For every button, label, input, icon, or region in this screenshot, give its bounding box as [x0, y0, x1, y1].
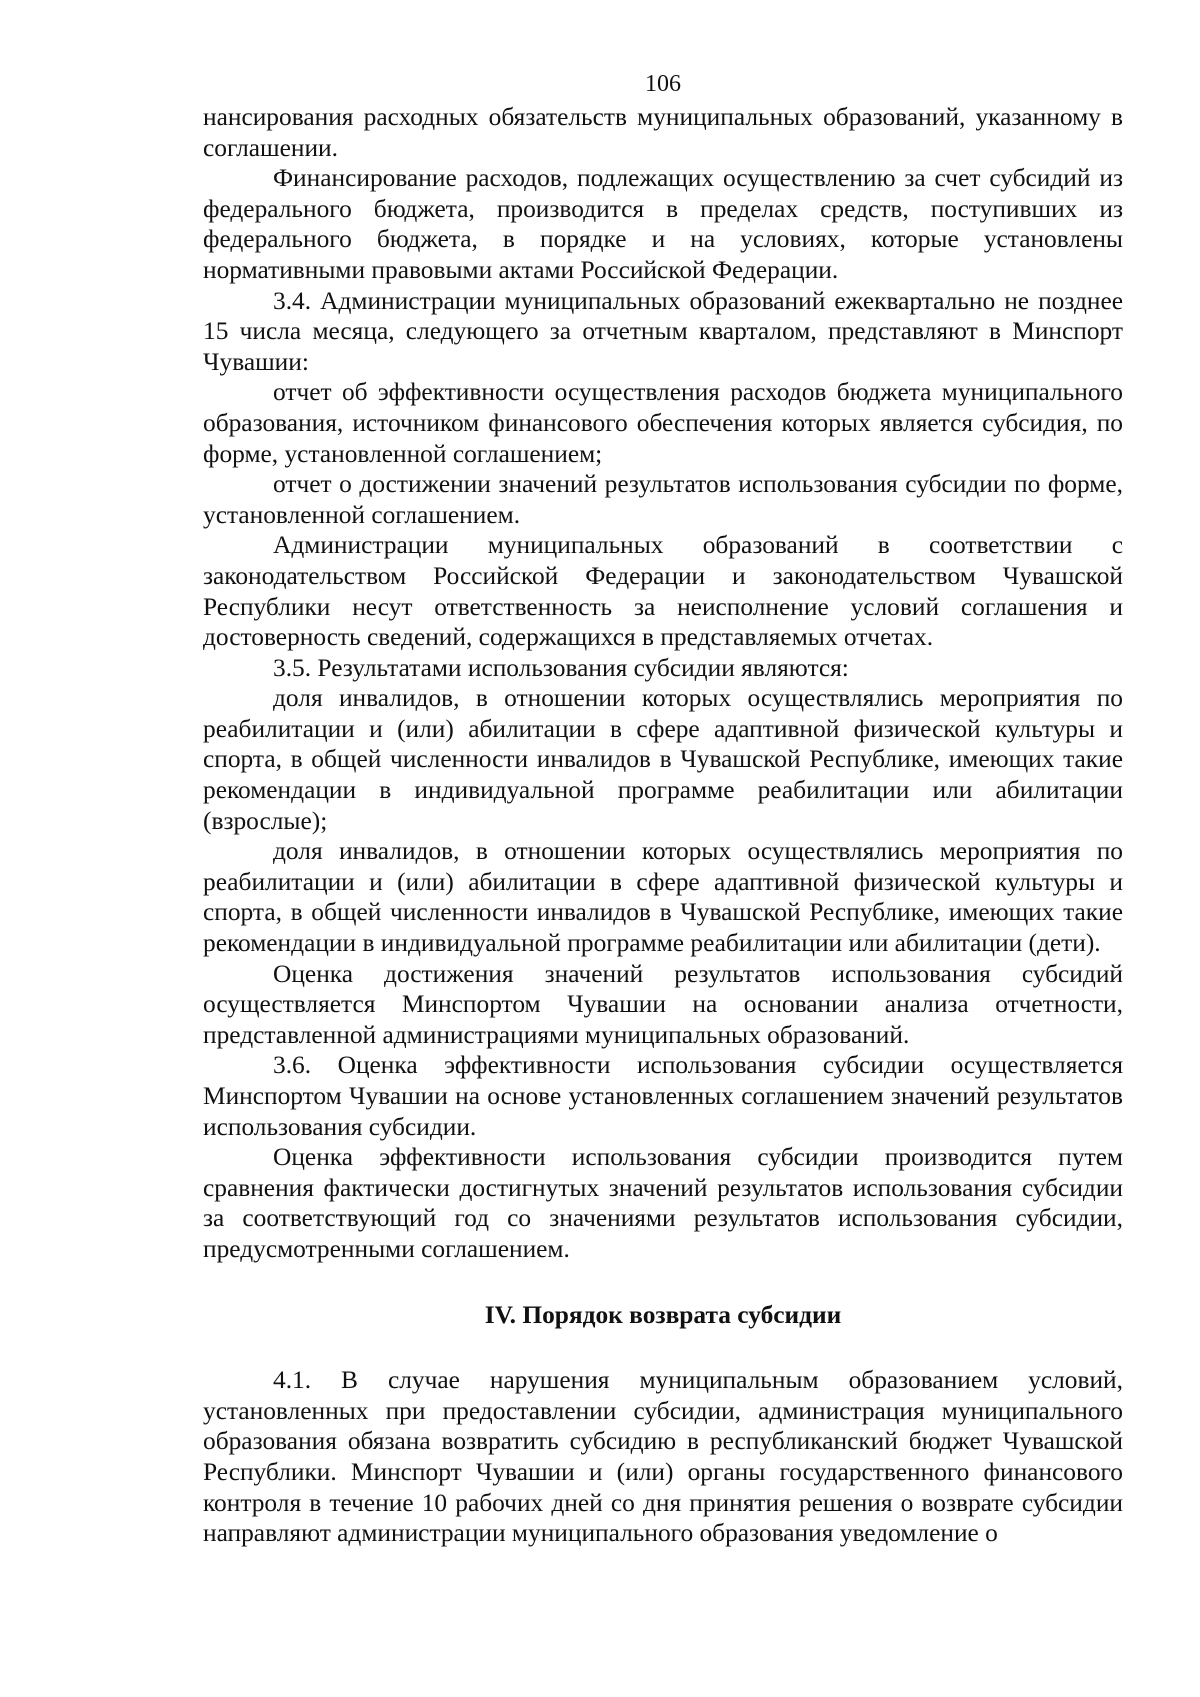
section-after	[203, 1365, 1123, 1549]
paragraph: Оценка эффективности использования субсидии производится путем сравнения фактически достигнутых значений результатов использования субсидии за соответствующий год со значениями результатов использования субсидии, предусмотренными соглашением.	[203, 1143, 1123, 1263]
paragraph: отчет о достижении значений результатов использования субсидии по форме, установленной соглашением.	[203, 470, 1123, 529]
paragraph: доля инвалидов, в отношении которых осуществлялись мероприятия по реабилитации и (или) абилитации в сфере адаптивной физической культуры и спорта, в общей численности инвалидов в Чувашской Республике, имеющих такие рекомендации в индивидуальной программе реабилитации или абилитации (взрослые);	[203, 684, 1123, 835]
paragraph: 3.5. Результатами использования субсидии являются:	[273, 653, 849, 682]
paragraph: 3.4. Администрации муниципальных образований ежеквартально не позднее 15 числа месяца, следующего за отчетным кварталом, представляют в Минспорт Чувашии:	[203, 286, 1123, 376]
document-page	[203, 68, 1123, 1549]
section-before	[203, 102, 1123, 1265]
paragraph: доля инвалидов, в отношении которых осуществлялись мероприятия по реабилитации и (или) абилитации в сфере адаптивной физической культуры и спорта, в общей численности инвалидов в Чувашской Республике, имеющих такие рекомендации в индивидуальной программе реабилитации или абилитации (дети).	[203, 837, 1123, 958]
page-number: 106	[645, 71, 681, 97]
paragraph: 3.6. Оценка эффективности использования субсидии осуществляется Минспортом Чувашии на основе установленных соглашением значений результатов использования субсидии.	[203, 1051, 1123, 1141]
paragraph: Оценка достижения значений результатов использования субсидий осуществляется Минспортом Чувашии на основании анализа отчетности, представленной администрациями муниципальных образований.	[203, 959, 1123, 1049]
paragraph: Финансирование расходов, подлежащих осуществлению за счет субсидий из федерального бюджета, производится в пределах средств, поступивших из федерального бюджета, в порядке и на условиях, которые установлены нормативными правовыми актами Российской Федерации.	[203, 164, 1123, 284]
paragraph: Администрации муниципальных образований в соответствии с законодательством Российской Федерации и законодательством Чувашской Республики несут ответственность за неисполнение условий соглашения и достоверность сведений, содержащихся в представляемых отчетах.	[203, 531, 1123, 652]
paragraph: 4.1. В случае нарушения муниципальным образованием условий, установленных при предоставлении субсидии, администрация муниципального образования обязана возвратить субсидию в республиканский бюджет Чувашской Республики. Минспорт Чувашии и (или) органы государственного финансового контроля в течение 10 рабочих дней со дня принятия решения о возврате субсидии направляют администрации муниципального образования уведомление о	[203, 1366, 1123, 1548]
section-heading: IV. Порядок возврата субсидии	[484, 1300, 842, 1329]
paragraph: нансирования расходных обязательств муниципальных образований, указанному в соглашении.	[203, 103, 1123, 162]
paragraph: отчет об эффективности осуществления расходов бюджета муниципального образования, источником финансового обеспечения которых является субсидия, по форме, установленной соглашением;	[203, 378, 1123, 468]
